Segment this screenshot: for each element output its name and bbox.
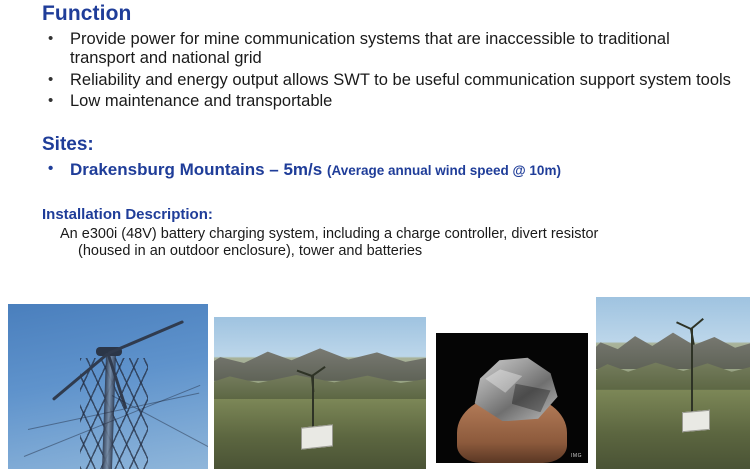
site-wind-speed-note: (Average annual wind speed @ 10m) <box>327 163 561 178</box>
photo-strip <box>0 297 750 469</box>
equipment-enclosure <box>301 425 333 450</box>
mountain-ridge <box>596 325 750 370</box>
installation-description-body <box>42 226 732 261</box>
photo-turbine-ridge-landscape <box>596 297 750 469</box>
installation-line-1: An e300i (48V) battery charging system, including a charge controller, divert resistor <box>60 226 598 242</box>
foreground-terrain <box>596 390 750 469</box>
equipment-enclosure <box>682 409 710 431</box>
list-item <box>42 92 732 111</box>
function-heading: Function <box>42 2 732 26</box>
turbine-blade <box>677 321 692 330</box>
site-entry <box>42 160 732 180</box>
mountain-ridge <box>214 341 426 381</box>
photo-turbine-mountain-valley <box>214 317 426 469</box>
photo-turbine-on-lattice-tower <box>8 304 208 469</box>
bullet-glyph: • <box>48 92 53 110</box>
list-item-text: Reliability and energy output allows SWT to be useful communication support system tools <box>70 71 731 89</box>
list-item <box>42 30 732 69</box>
list-item-text: Provide power for mine communication systems that are inaccessible to traditional transport and national grid <box>70 30 670 67</box>
ore-facet-shadow <box>512 384 551 413</box>
slide-content <box>0 2 750 261</box>
site-name: Drakensburg Mountains – 5m/s <box>70 160 322 179</box>
function-bullet-list <box>42 30 732 112</box>
slide <box>0 2 750 469</box>
bullet-glyph: • <box>48 30 53 48</box>
list-item-text: Low maintenance and transportable <box>70 92 332 110</box>
list-item <box>42 71 732 90</box>
photo-watermark: IMG <box>571 453 582 459</box>
turbine-blade <box>107 320 184 355</box>
turbine-blade <box>691 318 705 330</box>
installation-line-2: (housed in an outdoor enclosure), tower and batteries <box>60 243 732 260</box>
bullet-glyph: • <box>48 160 53 177</box>
sites-heading: Sites: <box>42 134 732 156</box>
installation-description-heading: Installation Description: <box>42 206 732 223</box>
photo-mineral-ore-in-hand <box>436 333 588 463</box>
bullet-glyph: • <box>48 71 53 89</box>
